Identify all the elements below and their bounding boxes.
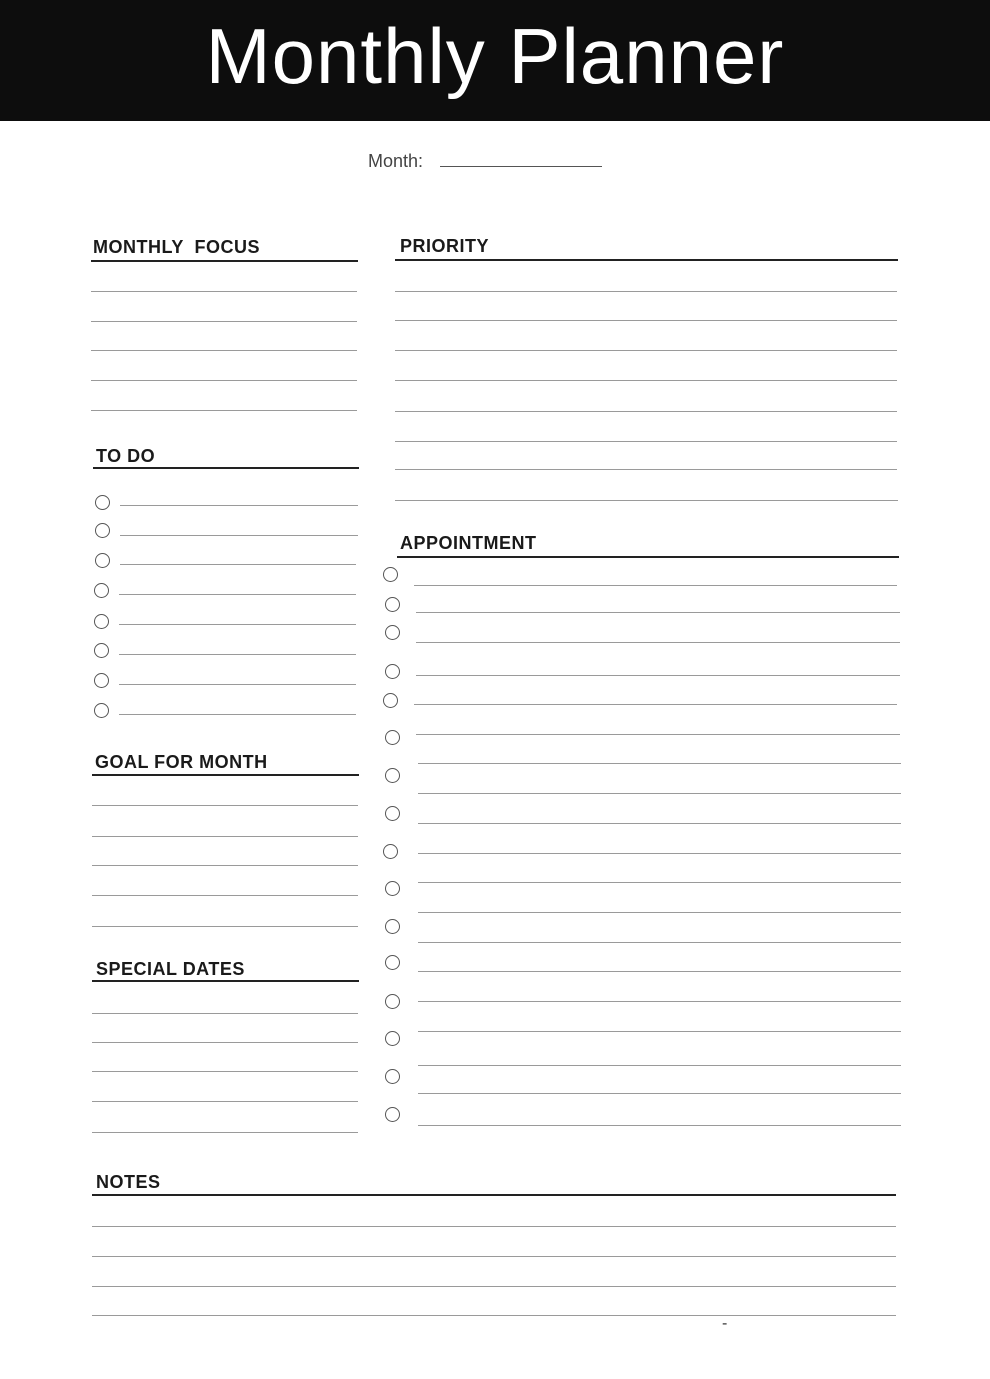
priority-line[interactable] — [395, 500, 898, 501]
appointment-line[interactable] — [418, 793, 901, 794]
special-dates-line[interactable] — [92, 1132, 358, 1133]
special-dates-line[interactable] — [92, 1042, 358, 1043]
todo-checkbox[interactable] — [94, 703, 109, 718]
appointment-line[interactable] — [418, 823, 901, 824]
goal-for-month-heading: GOAL FOR MONTH — [95, 752, 268, 772]
todo-checkbox[interactable] — [95, 523, 110, 538]
month-field[interactable] — [440, 166, 602, 167]
appointment-checkbox[interactable] — [385, 664, 400, 679]
priority-line[interactable] — [395, 380, 897, 381]
appointment-line[interactable] — [416, 675, 900, 676]
priority-line[interactable] — [395, 469, 897, 470]
todo-checkbox[interactable] — [94, 614, 109, 629]
goal-for-month-line[interactable] — [92, 895, 358, 896]
appointment-checkbox[interactable] — [385, 625, 400, 640]
appointment-line[interactable] — [418, 763, 901, 764]
appointment-checkbox[interactable] — [385, 1107, 400, 1122]
appointment-line[interactable] — [418, 1031, 901, 1032]
todo-line[interactable] — [119, 594, 356, 595]
special-dates-line[interactable] — [92, 1013, 358, 1014]
notes-line[interactable] — [92, 1286, 896, 1287]
appointment-line[interactable] — [416, 734, 900, 735]
appointment-rule — [397, 556, 899, 558]
todo-checkbox[interactable] — [95, 495, 110, 510]
todo-line[interactable] — [120, 564, 356, 565]
appointment-checkbox[interactable] — [385, 730, 400, 745]
notes-line[interactable] — [92, 1226, 896, 1227]
todo-line[interactable] — [120, 535, 358, 536]
appointment-line[interactable] — [416, 612, 900, 613]
notes-line[interactable] — [92, 1256, 896, 1257]
special-dates-line[interactable] — [92, 1101, 358, 1102]
appointment-line[interactable] — [416, 642, 900, 643]
appointment-line[interactable] — [418, 853, 901, 854]
appointment-line[interactable] — [418, 971, 901, 972]
priority-line[interactable] — [395, 441, 897, 442]
appointment-line[interactable] — [414, 585, 897, 586]
appointment-line[interactable] — [414, 704, 897, 705]
appointment-checkbox[interactable] — [385, 597, 400, 612]
notes-line[interactable] — [92, 1315, 896, 1316]
todo-line[interactable] — [119, 684, 356, 685]
special-dates-rule — [92, 980, 359, 982]
appointment-heading: APPOINTMENT — [400, 533, 537, 553]
notes-rule — [92, 1194, 896, 1196]
todo-line[interactable] — [119, 654, 356, 655]
todo-checkbox[interactable] — [94, 583, 109, 598]
monthly-focus-rule — [91, 260, 358, 262]
appointment-checkbox[interactable] — [385, 955, 400, 970]
todo-checkbox[interactable] — [95, 553, 110, 568]
priority-line[interactable] — [395, 320, 897, 321]
goal-for-month-line[interactable] — [92, 805, 358, 806]
appointment-checkbox[interactable] — [385, 806, 400, 821]
todo-line[interactable] — [120, 505, 358, 506]
appointment-checkbox[interactable] — [383, 567, 398, 582]
priority-heading: PRIORITY — [400, 236, 490, 256]
goal-for-month-line[interactable] — [92, 865, 358, 866]
todo-heading: TO DO — [96, 446, 156, 466]
notes-heading: NOTES — [96, 1172, 161, 1192]
todo-checkbox[interactable] — [94, 673, 109, 688]
todo-line[interactable] — [119, 624, 356, 625]
header-banner — [0, 0, 990, 121]
monthly-focus-heading: MONTHLY FOCUS — [93, 237, 261, 257]
goal-for-month-line[interactable] — [92, 926, 358, 927]
appointment-checkbox[interactable] — [385, 768, 400, 783]
priority-line[interactable] — [395, 350, 897, 351]
appointment-line[interactable] — [418, 912, 901, 913]
appointment-line[interactable] — [418, 1001, 901, 1002]
appointment-line[interactable] — [418, 882, 901, 883]
monthly-focus-line[interactable] — [91, 350, 357, 351]
appointment-line[interactable] — [418, 1065, 901, 1066]
monthly-focus-line[interactable] — [91, 321, 357, 322]
todo-rule — [93, 467, 359, 469]
appointment-checkbox[interactable] — [385, 1069, 400, 1084]
appointment-checkbox[interactable] — [385, 994, 400, 1009]
goal-for-month-rule — [92, 774, 359, 776]
priority-line[interactable] — [395, 291, 897, 292]
special-dates-heading: SPECIAL DATES — [96, 959, 245, 979]
monthly-focus-line[interactable] — [91, 291, 357, 292]
priority-line[interactable] — [395, 411, 897, 412]
appointment-checkbox[interactable] — [385, 919, 400, 934]
monthly-focus-line[interactable] — [91, 380, 357, 381]
appointment-checkbox[interactable] — [383, 693, 398, 708]
todo-line[interactable] — [119, 714, 356, 715]
appointment-checkbox[interactable] — [385, 1031, 400, 1046]
appointment-line[interactable] — [418, 1093, 901, 1094]
todo-checkbox[interactable] — [94, 643, 109, 658]
special-dates-line[interactable] — [92, 1071, 358, 1072]
appointment-checkbox[interactable] — [385, 881, 400, 896]
appointment-line[interactable] — [418, 1125, 901, 1126]
page-title: Monthly Planner — [205, 12, 785, 100]
priority-rule — [395, 259, 898, 261]
appointment-checkbox[interactable] — [383, 844, 398, 859]
monthly-focus-line[interactable] — [91, 410, 357, 411]
appointment-line[interactable] — [418, 942, 901, 943]
goal-for-month-line[interactable] — [92, 836, 358, 837]
footer-mark: - — [722, 1315, 728, 1332]
month-label: Month: — [368, 151, 424, 171]
